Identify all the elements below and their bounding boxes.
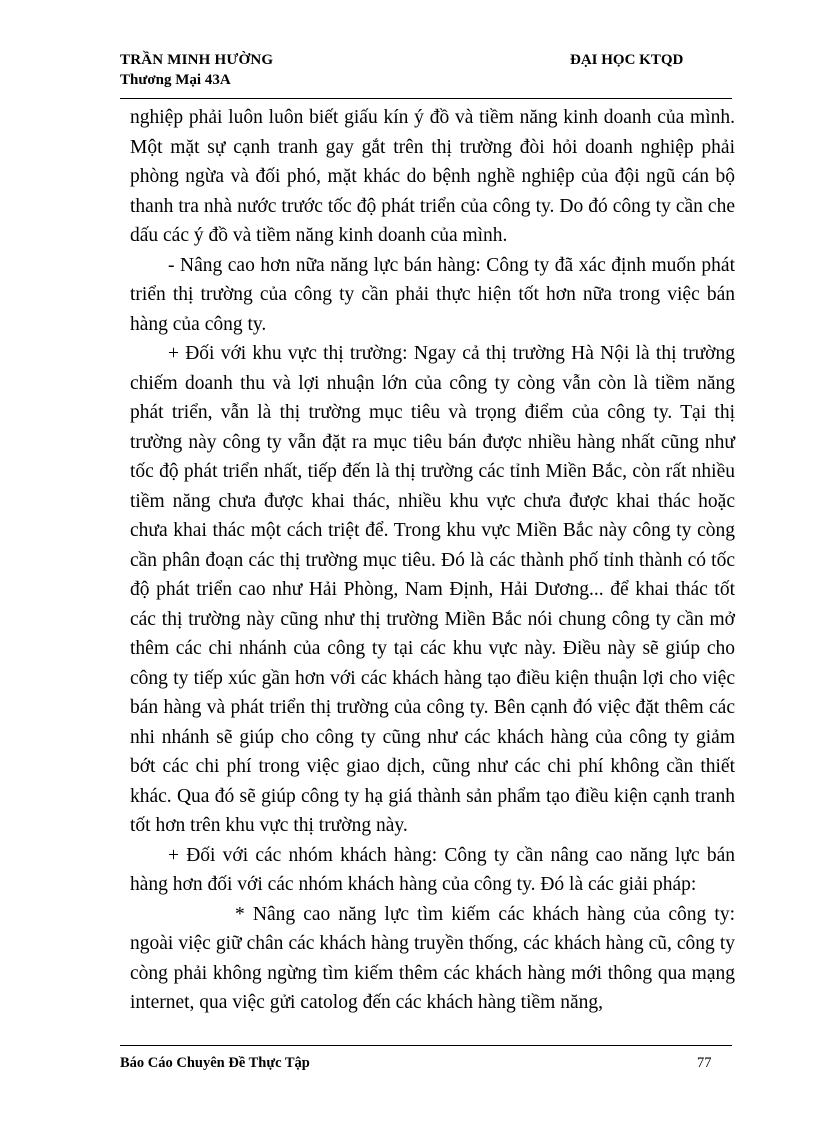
footer-rule: [120, 1045, 732, 1046]
paragraph-customer-search: * Nâng cao năng lực tìm kiếm các khách hàng của công ty: ngoài việc giữ chân các khách hàng truyền thống, các khách hàng cũ, công ty còng phải không ngừng tìm kiếm thêm các khách hàng mới thông qua mạng internet, qua việc gửi catolog đến các khách hàng tiềm năng,: [130, 903, 735, 1013]
university-name: ĐẠI HỌC KTQD: [570, 52, 684, 68]
author-name: TRẦN MINH HƯỜNG: [120, 52, 274, 68]
class-name: Thương Mại 43A: [120, 72, 231, 88]
paragraph-continuation: nghiệp phải luôn luôn biết giấu kín ý đồ và tiềm năng kinh doanh của mình. Một mặt sự cạnh tranh gay gắt trên thị trường đòi hỏi doanh nghiệp phải phòng ngừa và đối phó, mặt khác do bệnh nghề nghiệp của đội ngũ cán bộ thanh tra nhà nước trước tốc độ phát triển của công ty. Do đó công ty cần che dấu các ý đồ và tiềm năng kinh doanh của mình.: [130, 107, 735, 246]
header-rule: [120, 98, 732, 99]
footer-title: Báo Cáo Chuyên Đề Thực Tập: [120, 1055, 310, 1071]
page-number: 77: [697, 1055, 712, 1071]
page-header: [120, 52, 732, 98]
document-body: [130, 103, 735, 1018]
paragraph-market-area: + Đối với khu vực thị trường: Ngay cả thị trường Hà Nội là thị trường chiếm doanh thu và lợi nhuận lớn của công ty còng vẫn còn là tiềm năng phát triển, vẫn là thị trường mục tiêu và trọng điểm của công ty. Tại thị trường này công ty vẫn đặt ra mục tiêu bán được nhiều hàng nhất cũng như tốc độ phát triển nhất, tiếp đến là thị trường các tỉnh Miền Bắc, còn rất nhiều tiềm năng chưa được khai thác, nhiều khu vực chưa được khai thác hoặc chưa khai thác một cách triệt để. Trong khu vực Miền Bắc này công ty còng cần phân đoạn các thị trường mục tiêu. Đó là các thành phố tỉnh thành có tốc độ phát triển cao như Hải Phòng, Nam Định, Hải Dương... để khai thác tốt các thị trường này cũng như thị trường Miền Bắc nói chung công ty cần mở thêm các chi nhánh của công ty tại các khu vực này. Điều này sẽ giúp cho công ty tiếp xúc gần hơn với các khách hàng tạo điều kiện thuận lợi cho việc bán hàng và phát triển thị trường của công ty. Bên cạnh đó việc đặt thêm các nhi nhánh sẽ giúp cho công ty cũng như các khách hàng của công ty giảm bớt các chi phí trong việc giao dịch, cũng như các chi phí không cần thiết khác. Qua đó sẽ giúp công ty hạ giá thành sản phẩm tạo điều kiện cạnh tranh tốt hơn trên khu vực thị trường này.: [130, 343, 735, 836]
paragraph-sales-capacity: - Nâng cao hơn nữa năng lực bán hàng: Công ty đã xác định muốn phát triển thị trường của công ty cần phải thực hiện tốt hơn nữa trong việc bán hàng của công ty.: [130, 254, 735, 335]
paragraph-customer-groups: + Đối với các nhóm khách hàng: Công ty cần nâng cao năng lực bán hàng hơn đối với các nhóm khách hàng của công ty. Đó là các giải pháp:: [130, 844, 735, 895]
